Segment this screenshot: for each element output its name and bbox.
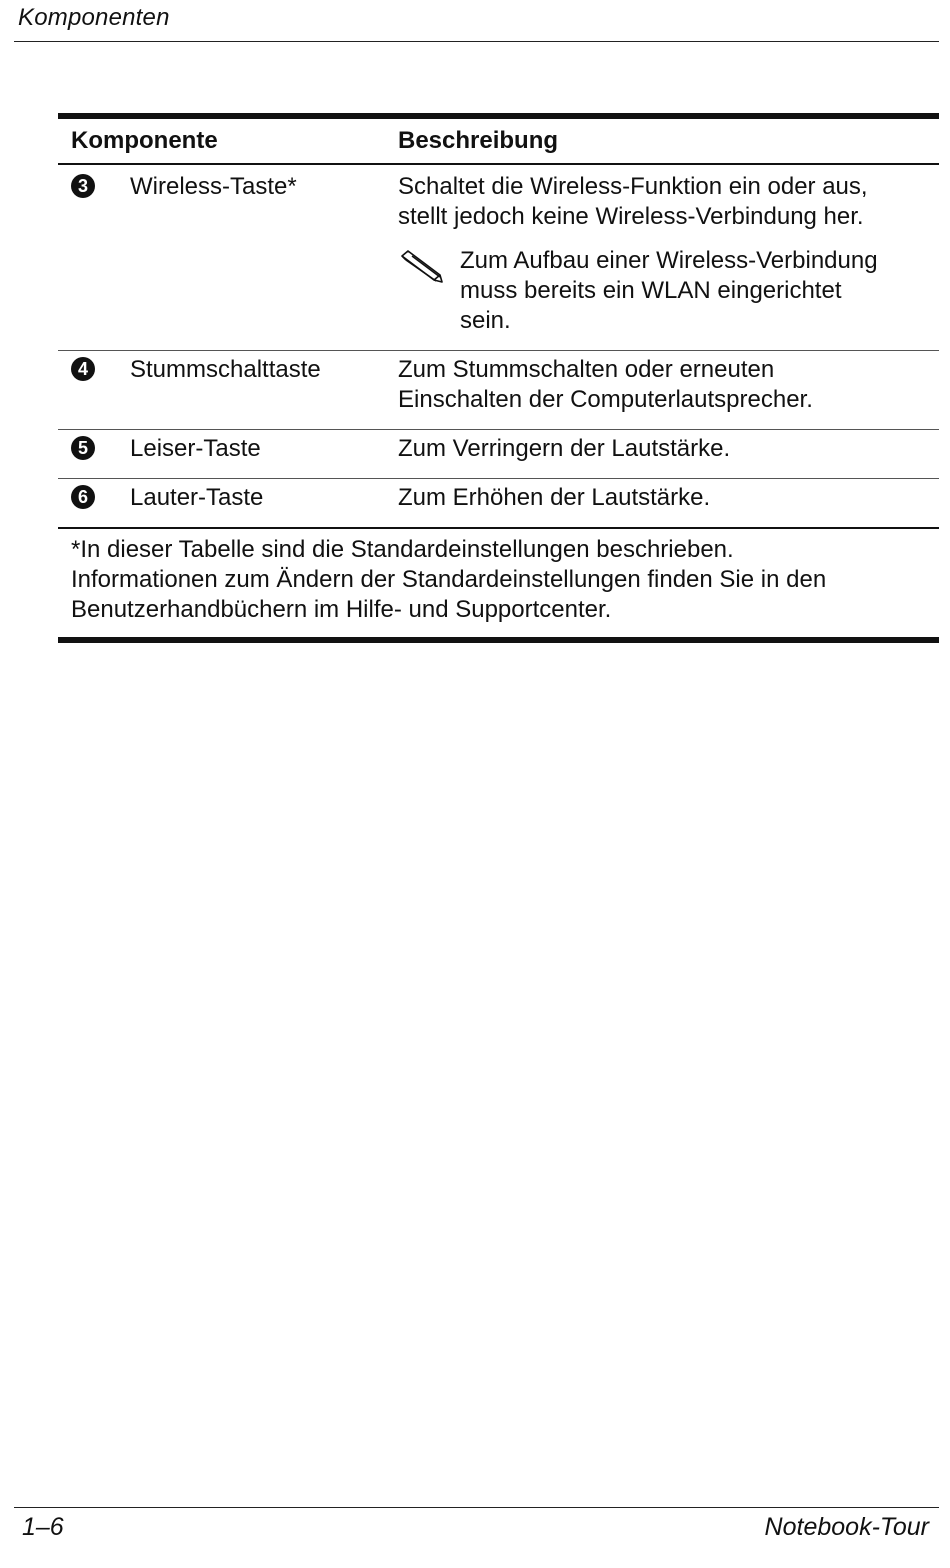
description-line: Zum Stummschalten oder erneuten — [398, 356, 775, 383]
component-name: Leiser-Taste — [130, 435, 261, 462]
description-line: Schaltet die Wireless-Funktion ein oder aus, — [398, 173, 868, 200]
description — [398, 483, 933, 513]
document-title: Notebook-Tour — [764, 1513, 929, 1541]
running-header: Komponenten — [18, 4, 170, 31]
callout-number-3: 3 — [71, 174, 95, 198]
column-header-description: Beschreibung — [398, 127, 559, 154]
note — [398, 246, 933, 336]
note-line: Zum Aufbau einer Wireless-Verbindung — [460, 247, 878, 274]
pencil-note-icon — [398, 246, 460, 336]
footnote-line: Benutzerhandbüchern im Hilfe- und Supportcenter. — [71, 596, 612, 623]
description-line: Zum Erhöhen der Lautstärke. — [398, 484, 711, 511]
callout-number-6: 6 — [71, 485, 95, 509]
note-line: sein. — [460, 307, 511, 334]
header-rule — [14, 41, 939, 42]
table-bottom-rule — [58, 637, 939, 643]
table-row — [58, 479, 939, 527]
table-row — [58, 430, 939, 478]
description — [398, 434, 933, 464]
description — [398, 355, 933, 415]
table-header — [58, 119, 939, 163]
footnote-line: *In dieser Tabelle sind die Standardeinstellungen beschrieben. — [71, 536, 734, 563]
description — [398, 172, 933, 336]
callout-number-4: 4 — [71, 357, 95, 381]
footer-rule — [14, 1507, 939, 1508]
table-row — [58, 351, 939, 429]
table-footnote — [58, 529, 939, 637]
component-name: Wireless-Taste* — [130, 173, 297, 200]
description-line: Zum Verringern der Lautstärke. — [398, 435, 731, 462]
component-name: Lauter-Taste — [130, 484, 264, 511]
description-line: stellt jedoch keine Wireless-Verbindung her. — [398, 203, 864, 230]
description-line: Einschalten der Computerlautsprecher. — [398, 386, 813, 413]
note-line: muss bereits ein WLAN eingerichtet — [460, 277, 842, 304]
footnote-line: Informationen zum Ändern der Standardeinstellungen finden Sie in den — [71, 566, 827, 593]
page-number: 1–6 — [22, 1513, 64, 1541]
column-header-component: Komponente — [71, 127, 218, 154]
note-text — [460, 246, 878, 336]
components-table — [58, 113, 939, 643]
table-row — [58, 165, 939, 350]
component-name: Stummschalttaste — [130, 356, 321, 383]
callout-number-5: 5 — [71, 436, 95, 460]
